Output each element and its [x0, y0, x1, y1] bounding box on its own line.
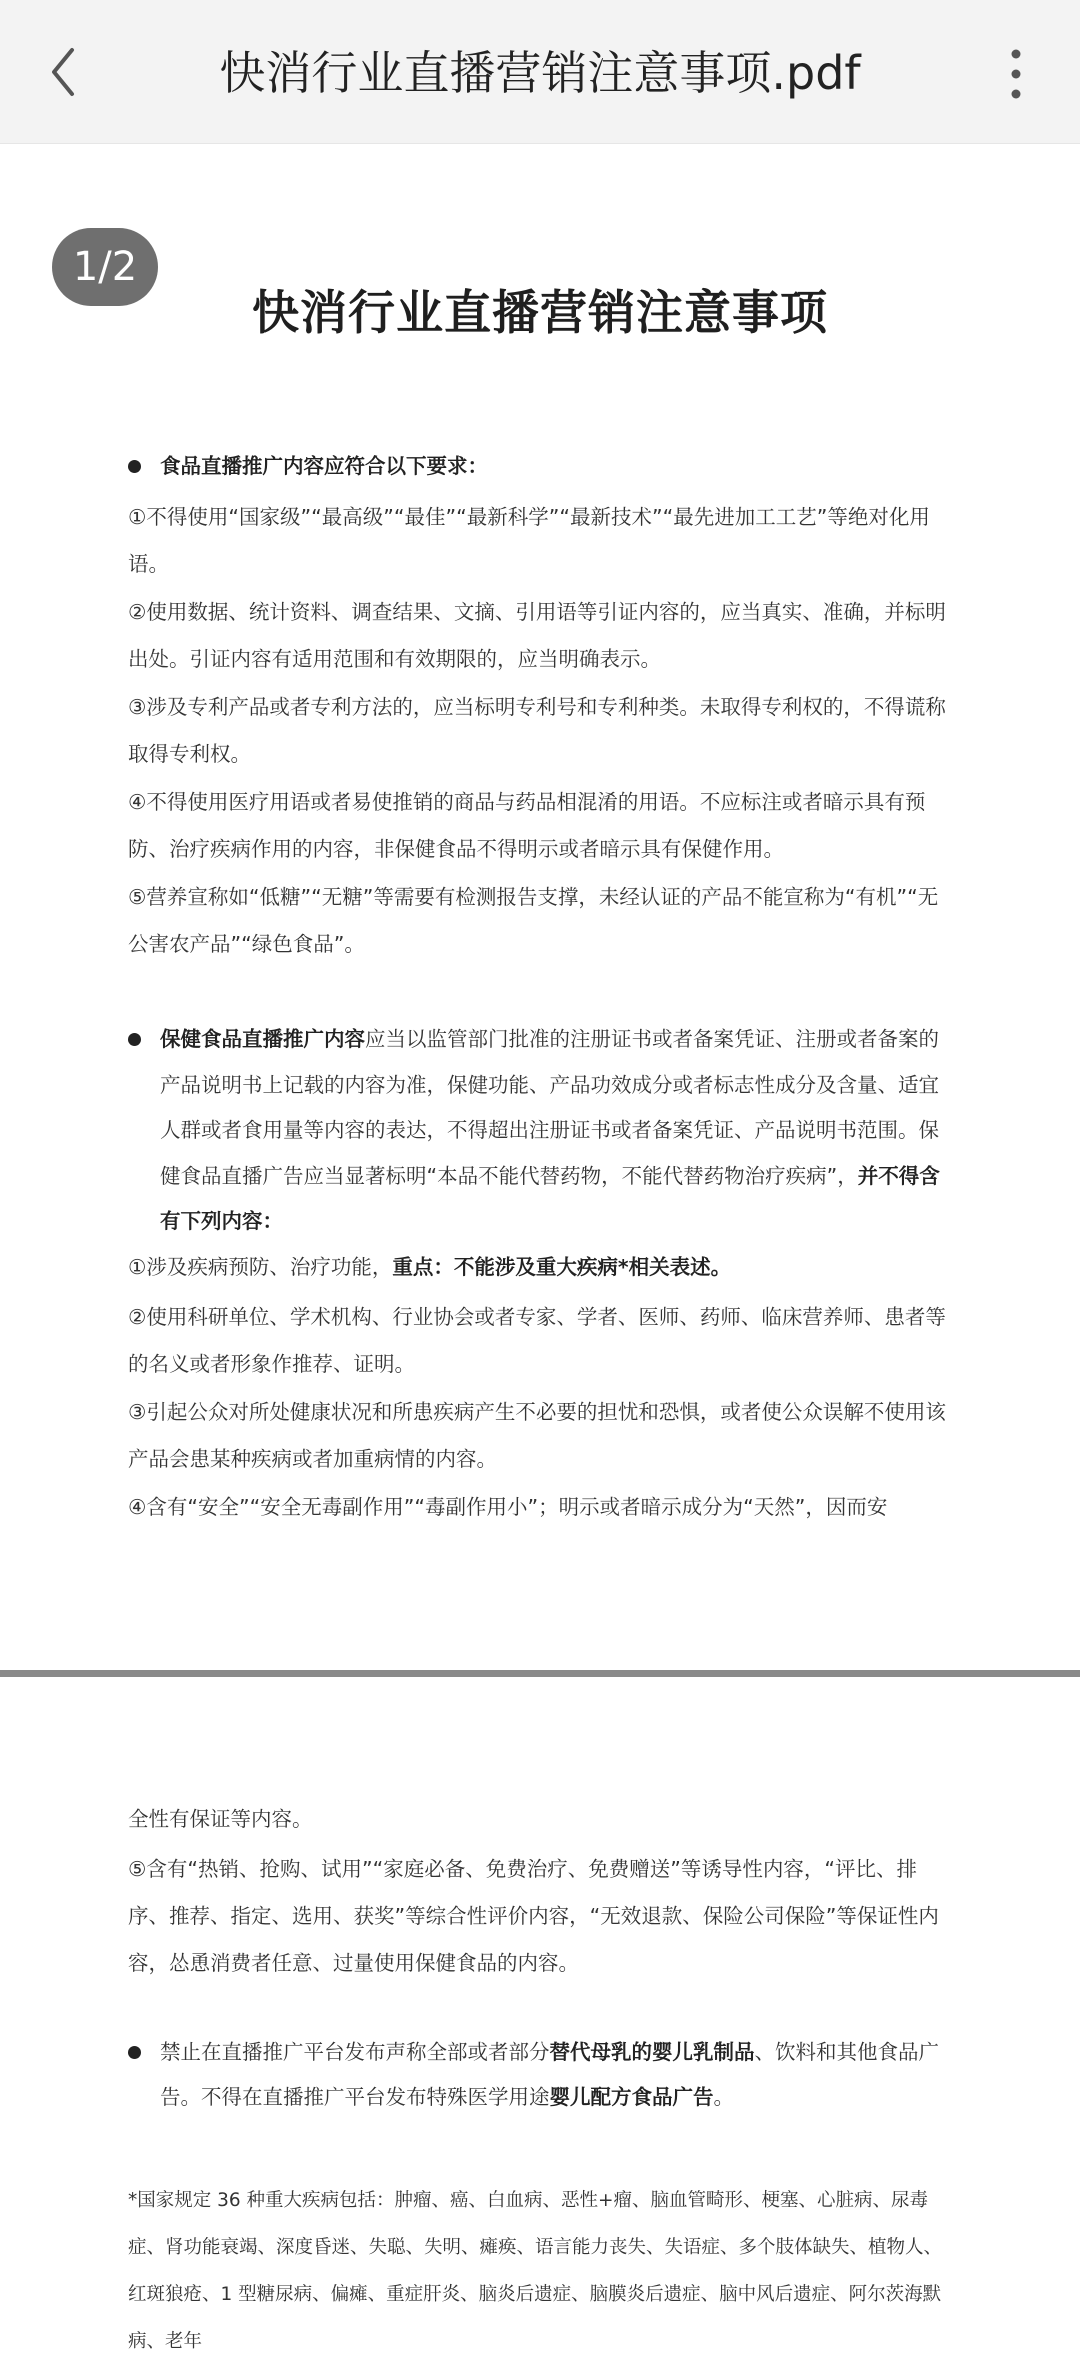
- bullet-dot-icon: [128, 2046, 141, 2059]
- health-section-heading: [128, 1017, 954, 1245]
- health-item-1-bold: 重点：不能涉及重大疾病*相关表述。: [392, 1255, 732, 1279]
- health-item-5: ⑤含有“热销、抢购、试用”“家庭必备、免费治疗、免费赠送”等诱导性内容，“评比、排序、推荐、指定、选用、获奖”等综合性评价内容，“无效退款、保险公司保险”等保证性内容，怂恿消费者任意、过量使用保健食品的内容。: [128, 1857, 939, 1975]
- more-options-button[interactable]: [986, 46, 1046, 102]
- health-heading-text: 应当以监管部门批准的注册证书或者备案凭证、注册或者备案的产品说明书上记载的内容为准，保健功能、产品功效成分或者标志性成分及含量、适宜人群或者食用量等内容的表达，不得超出注册证书或者备案凭证、产品说明书范围。保健食品直播广告应当显著标明“本品不能代替药物，不能代替药物治疗疾病”，: [160, 1027, 939, 1188]
- infant-bold-1: 替代母乳的婴儿乳制品: [549, 2040, 755, 2064]
- health-item-3: ③引起公众对所处健康状况和所患疾病产生不必要的担忧和恐惧，或者使公众误解不使用该产品会患某种疾病或者加重病情的内容。: [128, 1400, 946, 1471]
- food-item-1: ①不得使用“国家级”“最高级”“最佳”“最新科学”“最新技术”“最先进加工工艺”等绝对化用语。: [128, 505, 930, 576]
- food-item-3: ③涉及专利产品或者专利方法的，应当标明专利号和专利种类。未取得专利权的，不得谎称取得专利权。: [128, 695, 946, 766]
- page-separator: [0, 1670, 1080, 1677]
- food-section-heading: [128, 444, 954, 489]
- bullet-dot-icon: [128, 1033, 141, 1046]
- top-app-bar: [0, 0, 1080, 144]
- page-indicator: 1/2: [52, 228, 158, 306]
- health-heading-bold: 保健食品直播推广内容: [160, 1027, 365, 1051]
- health-heading-bold-end: 并不得含有下列内容：: [160, 1163, 940, 1233]
- infant-section: [128, 2030, 954, 2120]
- health-item-4-part-2: 全性有保证等内容。: [128, 1807, 313, 1831]
- vertical-dots-icon: [1009, 48, 1023, 100]
- footnote: *国家规定 36 种重大疾病包括：肿瘤、癌、白血病、恶性+瘤、脑血管畸形、梗塞、心脏病、尿毒症、肾功能衰竭、深度昏迷、失聪、失明、瘫痪、语言能力丧失、失语症、多个肢体缺失、植物人、红斑狼疮、1 型糖尿病、偏瘫、重症肝炎、脑炎后遗症、脑膜炎后遗症、脑中风后遗症、阿尔茨海默病、老年: [128, 2190, 943, 2352]
- food-item-4: ④不得使用医疗用语或者易使推销的商品与药品相混淆的用语。不应标注或者暗示具有预防、治疗疾病作用的内容，非保健食品不得明示或者暗示具有保健作用。: [128, 790, 926, 861]
- food-item-5: ⑤营养宣称如“低糖”“无糖”等需要有检测报告支撑，未经认证的产品不能宣称为“有机”“无公害农产品”“绿色食品”。: [128, 885, 939, 956]
- back-button[interactable]: [38, 42, 88, 102]
- food-item-2: ②使用数据、统计资料、调查结果、文摘、引用语等引证内容的，应当真实、准确，并标明出处。引证内容有适用范围和有效期限的，应当明确表示。: [128, 600, 946, 671]
- infant-text-2: 、饮料和其他食品广告。不得在直播推广平台发布特殊医学用途: [160, 2040, 939, 2109]
- food-heading-text: 食品直播推广内容应符合以下要求：: [160, 454, 488, 478]
- pdf-page-1: [0, 144, 1080, 1644]
- infant-text-1: 禁止在直播推广平台发布声称全部或者部分: [160, 2040, 550, 2064]
- health-item-4-part-1: ④含有“安全”“安全无毒副作用”“毒副作用小”；明示或者暗示成分为“天然”，因而安: [128, 1495, 888, 1519]
- chevron-left-icon: [48, 46, 78, 98]
- document-heading: 快消行业直播营销注意事项: [252, 286, 828, 341]
- health-item-1-text: ①涉及疾病预防、治疗功能，: [128, 1255, 393, 1279]
- health-item-2: ②使用科研单位、学术机构、行业协会或者专家、学者、医师、药师、临床营养师、患者等的名义或者形象作推荐、证明。: [128, 1305, 946, 1376]
- pdf-page-2: [0, 1677, 1080, 2352]
- file-title: 快消行业直播营销注意事项.pdf: [219, 46, 861, 100]
- infant-bold-2: 婴儿配方食品广告: [549, 2085, 714, 2109]
- health-item-1: [128, 1244, 954, 1291]
- infant-text-3: 。: [713, 2085, 734, 2109]
- bullet-dot-icon: [128, 460, 141, 473]
